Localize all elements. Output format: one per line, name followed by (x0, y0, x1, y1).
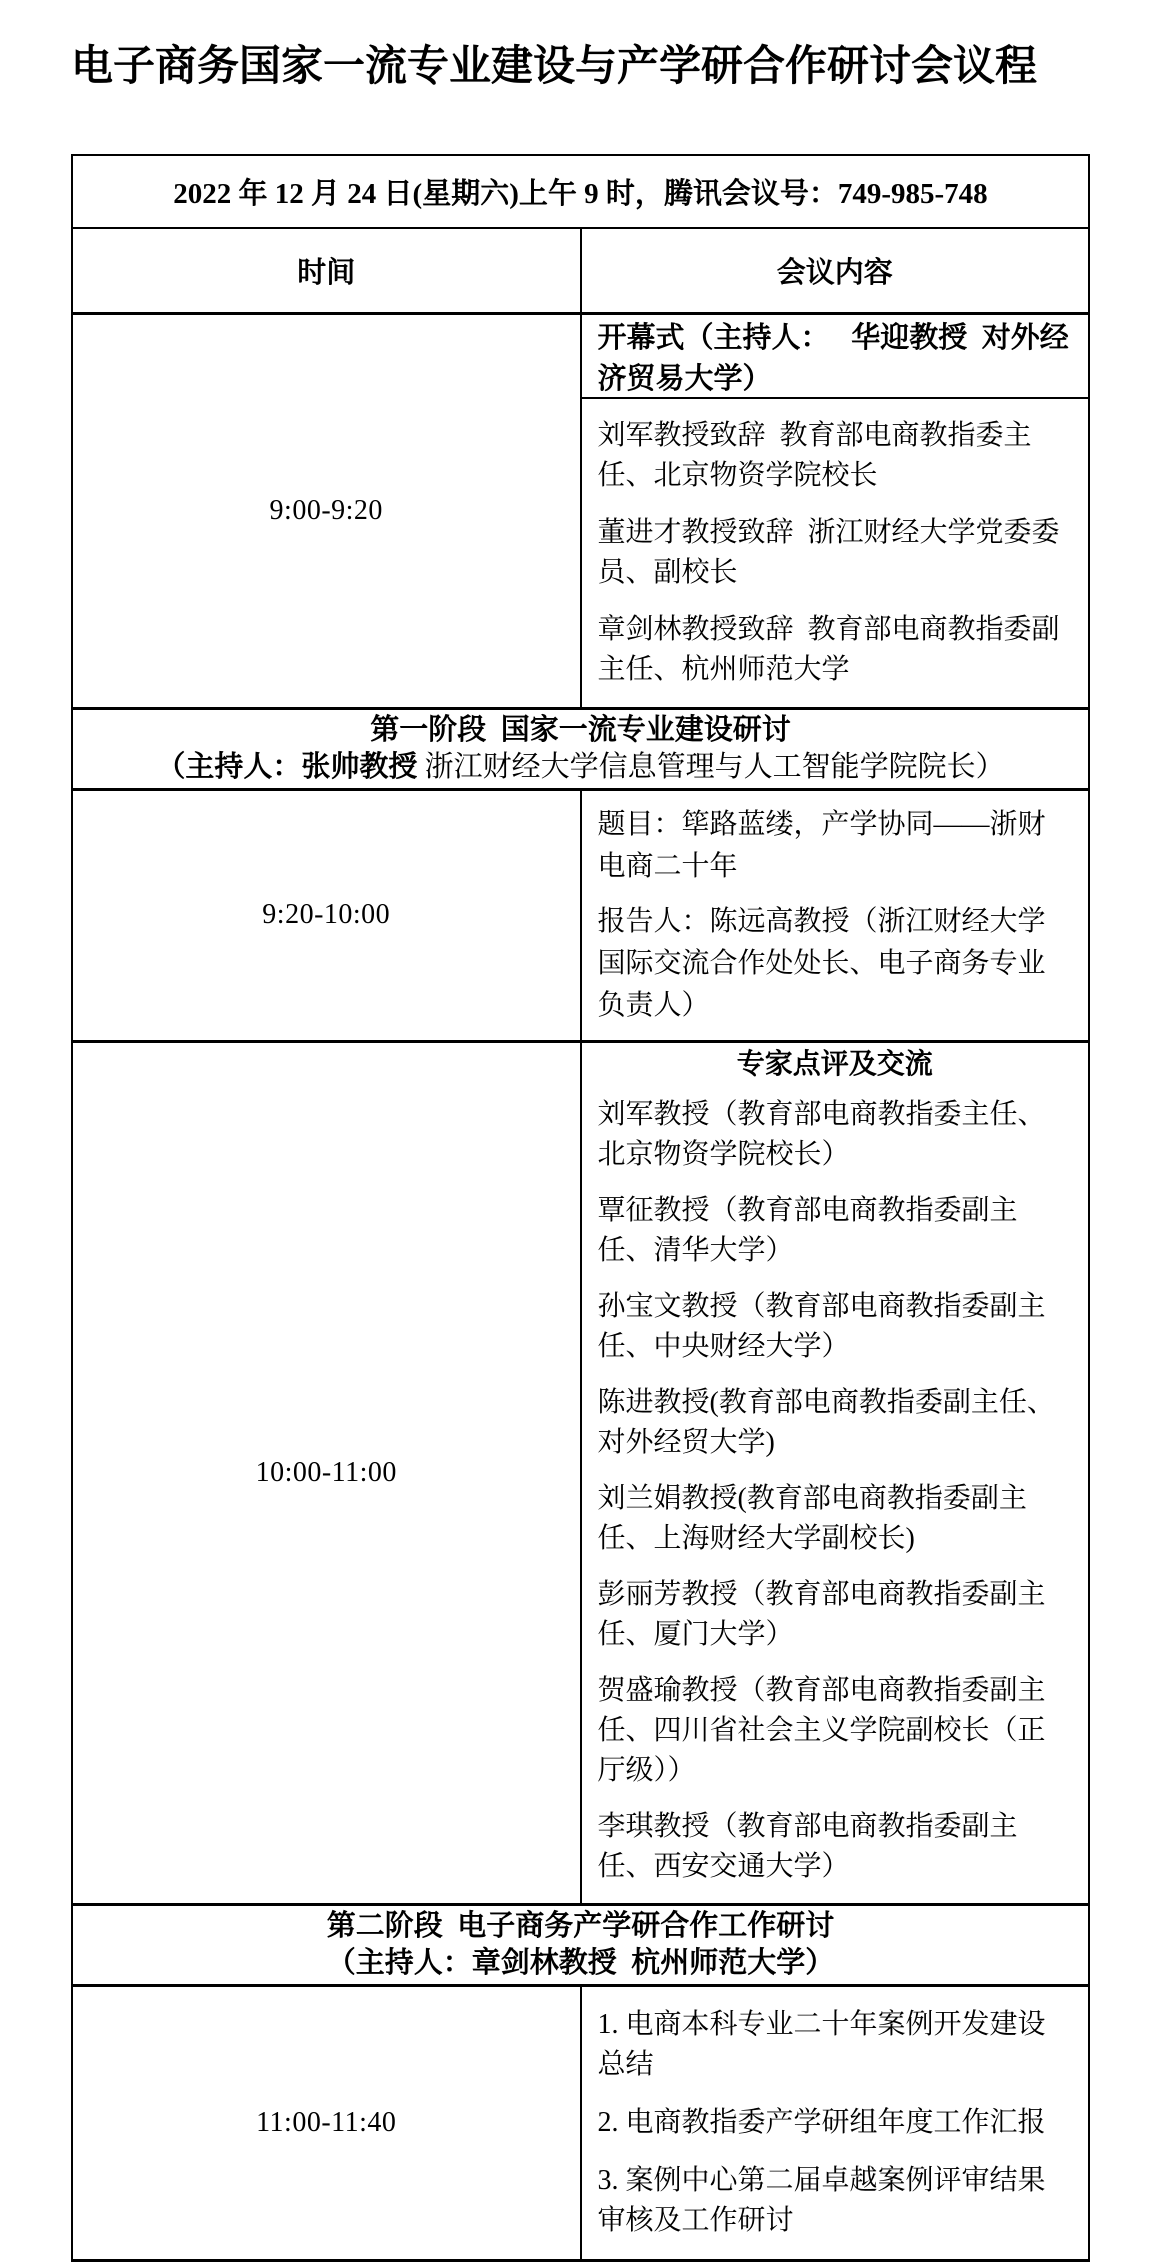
opening-row (72, 313, 1089, 398)
expert-item: 贺盛瑜教授（教育部电商教指委副主任、四川省社会主义学院副校长（正厅级）） (597, 1674, 1046, 1786)
column-header-row (72, 228, 1089, 313)
stage2-band-row (72, 1904, 1089, 1985)
stage1-host-affiliation: 浙江财经大学信息管理与人工智能学院院长） (417, 750, 1005, 783)
experts-row (72, 1041, 1089, 1904)
opening-header: 开幕式（主持人： 华迎教授 对外经济贸易大学） (581, 313, 1090, 398)
stage2-host: （主持人：章剑林教授 杭州师范大学） (326, 1946, 835, 1979)
experts-cell (581, 1041, 1090, 1904)
expert-item: 刘军教授（教育部电商教指委主任、北京物资学院校长） (597, 1098, 1046, 1170)
expert-item: 李琪教授（教育部电商教指委副主任、西安交通大学） (597, 1810, 1018, 1882)
work-row (72, 1985, 1089, 2260)
stage2-band-cell (72, 1904, 1089, 1985)
work-item: 2. 电商教指委产学研组年度工作汇报 (597, 2106, 1046, 2138)
stage1-host-name: （主持人：张帅教授 (156, 750, 418, 783)
page-title: 电子商务国家一流专业建设与产学研合作研讨会议程 (71, 44, 1038, 90)
speech-item: 刘军教授致辞 教育部电商教指委主任、北京物资学院校长 (597, 419, 1032, 491)
column-header-time: 时间 (72, 228, 581, 313)
experts-time: 10:00-11:00 (72, 1041, 581, 1904)
work-item: 3. 案例中心第二届卓越案例评审结果审核及工作研讨 (597, 2164, 1046, 2236)
expert-item: 陈进教授(教育部电商教指委副主任、对外经贸大学) (597, 1386, 1055, 1458)
report-time: 9:20-10:00 (72, 789, 581, 1041)
stage1-host (83, 749, 1078, 786)
expert-item: 孙宝文教授（教育部电商教指委副主任、中央财经大学） (597, 1290, 1046, 1362)
report-cell (581, 789, 1090, 1041)
experts-header: 专家点评及交流 (736, 1048, 933, 1080)
expert-item: 覃征教授（教育部电商教指委副主任、清华大学） (597, 1194, 1018, 1266)
work-item: 1. 电商本科专业二十年案例开发建设总结 (597, 2008, 1046, 2080)
agenda-table (71, 154, 1090, 2262)
stage1-band-row (72, 708, 1089, 789)
session-info-row (72, 155, 1089, 228)
report-speaker: 报告人：陈远高教授（浙江财经大学国际交流合作处处长、电子商务专业负责人） (597, 905, 1046, 1021)
stage2-title: 第二阶段 电子商务产学研合作工作研讨 (326, 1909, 835, 1942)
expert-item: 彭丽芳教授（教育部电商教指委副主任、厦门大学） (597, 1578, 1046, 1650)
session-info: 2022 年 12 月 24 日(星期六)上午 9 时，腾讯会议号：749-985-748 (72, 155, 1089, 228)
speech-item: 董进才教授致辞 浙江财经大学党委委员、副校长 (597, 516, 1060, 588)
report-topic: 题目：筚路蓝缕，产学协同——浙财电商二十年 (597, 808, 1046, 882)
speech-item: 章剑林教授致辞 教育部电商教指委副主任、杭州师范大学 (597, 613, 1060, 685)
expert-item: 刘兰娟教授(教育部电商教指委副主任、上海财经大学副校长) (597, 1482, 1027, 1554)
report-row (72, 789, 1089, 1041)
stage1-band-cell (72, 708, 1089, 789)
work-time: 11:00-11:40 (72, 1985, 581, 2260)
stage1-title: 第一阶段 国家一流专业建设研讨 (370, 713, 791, 746)
column-header-content: 会议内容 (581, 228, 1090, 313)
work-cell (581, 1985, 1090, 2260)
opening-time: 9:00-9:20 (72, 313, 581, 708)
opening-speeches-cell (581, 398, 1090, 709)
